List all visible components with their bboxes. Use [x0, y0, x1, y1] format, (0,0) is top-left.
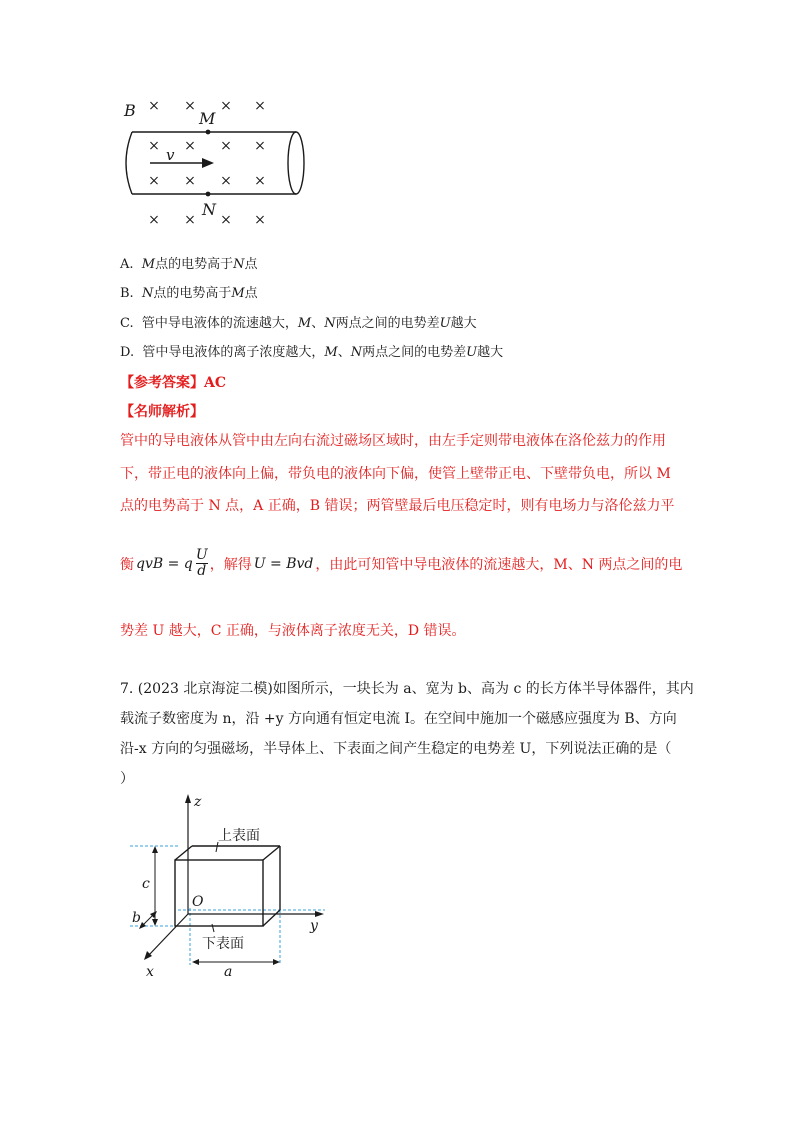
point-n — [206, 192, 211, 197]
option-c[interactable]: C. 管中导电液体的流速越大，M、N两点之间的电势差U越大 — [120, 316, 477, 331]
field-cross: × — [148, 138, 160, 154]
field-cross: × — [254, 212, 266, 228]
field-cross: × — [184, 138, 196, 154]
top-surface-label: 上表面 — [218, 828, 260, 844]
option-b[interactable]: B. N点的电势高于M点 — [120, 286, 258, 301]
label-v: v — [166, 146, 175, 164]
formula-result: U = Bvd — [253, 555, 314, 572]
dim-c-label: c — [142, 876, 150, 892]
field-cross: × — [220, 212, 232, 228]
field-cross: × — [148, 212, 160, 228]
field-cross: × — [148, 98, 160, 114]
bottom-surface-label: 下表面 — [202, 936, 244, 952]
option-d[interactable]: D. 管中导电液体的离子浓度越大，M、N两点之间的电势差U越大 — [120, 345, 504, 360]
question7-line-3: 沿-x 方向的匀强磁场，半导体上、下表面之间产生稳定的电势差 U，下列说法正确的是（ — [120, 741, 672, 757]
semiconductor-box-figure — [120, 790, 340, 980]
pipe-magnetic-field-figure — [118, 92, 318, 232]
field-cross: × — [220, 173, 232, 189]
field-cross: × — [254, 173, 266, 189]
point-m — [206, 130, 211, 135]
field-cross: × — [184, 212, 196, 228]
option-a[interactable]: A. M点的电势高于N点 — [120, 257, 258, 272]
field-cross: × — [220, 138, 232, 154]
label-b: B — [124, 101, 136, 120]
field-cross: × — [254, 98, 266, 114]
answer-value: AC — [204, 375, 227, 391]
analysis-label: 【名师解析】 — [120, 404, 204, 420]
answer-line: 【参考答案】AC — [120, 375, 227, 391]
label-n: N — [202, 200, 216, 219]
axis-z-label: z — [194, 794, 202, 810]
analysis-line-2: 下，带正电的液体向上偏，带负电的液体向下偏，使管上壁带正电、下壁带负电，所以 M — [120, 466, 671, 482]
question7-line-2: 载流子数密度为 n，沿 +y 方向通有恒定电流 I。在空间中施加一个磁感应强度为 B、方向 — [120, 711, 677, 727]
field-cross: × — [148, 173, 160, 189]
analysis-line-4: 衡 qvB = q U d ，解得 U = Bvd ，由此可知管中导电液体的流速越大，M、N 两点之间的电 — [120, 547, 683, 579]
question7-line-4: ） — [120, 771, 134, 787]
dim-b-label: b — [132, 910, 141, 926]
origin-label: O — [192, 894, 204, 910]
analysis-line-3: 点的电势高于 N 点，A 正确，B 错误；两管壁最后电压稳定时，则有电场力与洛伦兹力平 — [120, 498, 675, 514]
question7-line-1: 7. (2023 北京海淀二模)如图所示，一块长为 a、宽为 b、高为 c 的长方体半导体器件，其内 — [120, 681, 694, 697]
field-cross: × — [184, 173, 196, 189]
field-cross: × — [254, 138, 266, 154]
analysis-line-5: 势差 U 越大，C 正确，与液体离子浓度无关，D 错误。 — [120, 623, 466, 639]
label-m: M — [199, 109, 216, 128]
analysis-line-1: 管中的导电液体从管中由左向右流过磁场区域时，由左手定则带电液体在洛伦兹力的作用 — [120, 433, 666, 449]
axis-y-label: y — [310, 918, 318, 934]
dim-a-label: a — [224, 964, 233, 980]
field-cross: × — [184, 98, 196, 114]
axis-x-label: x — [146, 964, 154, 980]
field-cross: × — [220, 98, 232, 114]
formula-force-balance: qvB = q U d — [136, 547, 208, 579]
